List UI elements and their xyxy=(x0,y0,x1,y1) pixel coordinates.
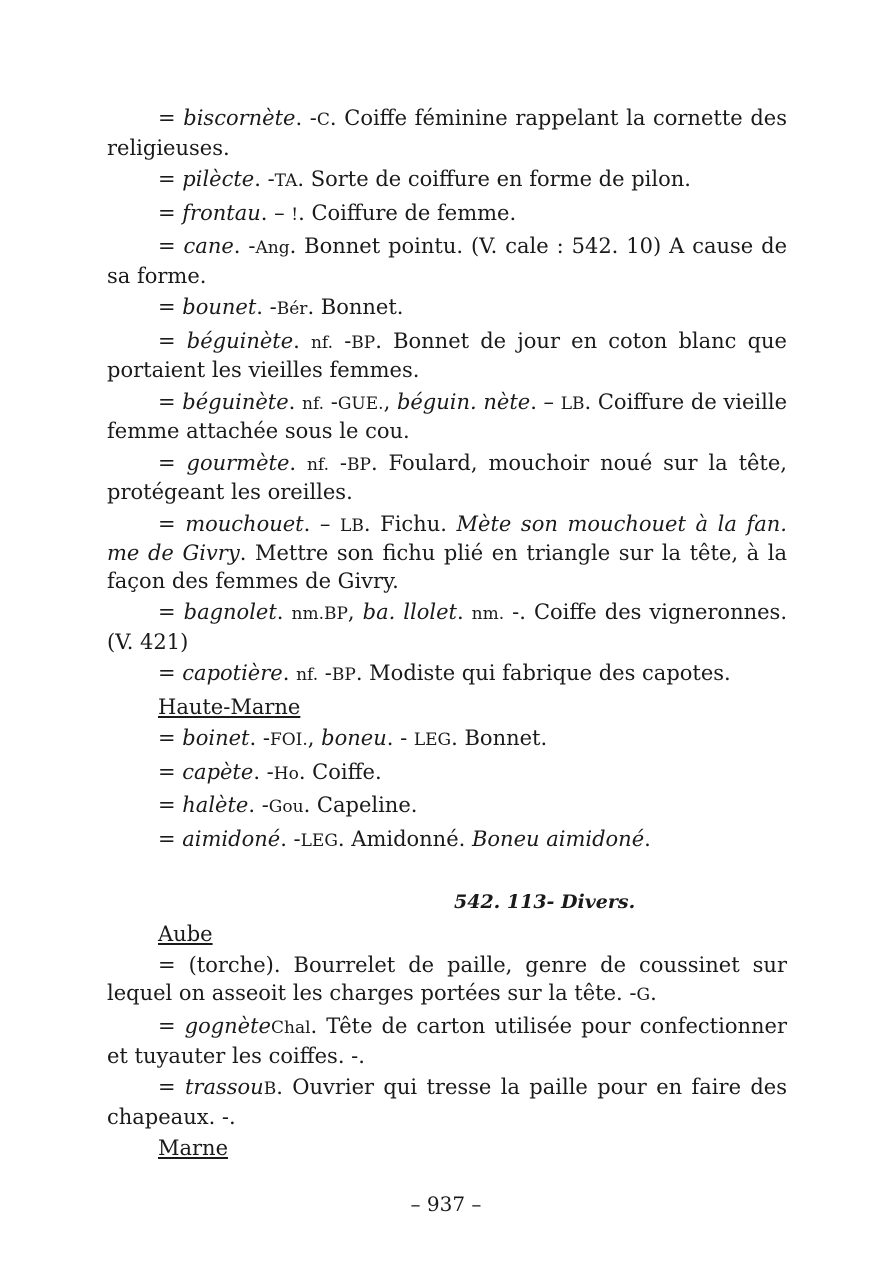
entry-text: . Coiffe féminine rappelant la cornette des religieuses. xyxy=(107,106,787,160)
entry-text: . - xyxy=(254,167,275,191)
region-heading-aube: Aube xyxy=(158,921,213,946)
entry-text: . - xyxy=(253,759,274,784)
dictionary-entry xyxy=(107,233,787,290)
entry-text: . Coiffe des vigneronnes. (V. 421) xyxy=(107,600,788,654)
entry-text: = xyxy=(158,234,184,258)
headword: boneu xyxy=(321,726,387,750)
grammar-tag: nf. xyxy=(302,393,325,414)
headword: cane xyxy=(183,234,234,258)
grammar-tag: nm. xyxy=(291,604,324,624)
region-heading-marne: Marne xyxy=(158,1136,229,1160)
source-abbrev: B xyxy=(263,1079,277,1099)
grammar-tag: nf. xyxy=(306,454,330,475)
headword: biscornète xyxy=(183,106,296,130)
entry-text: . xyxy=(282,661,297,685)
entry-text: = xyxy=(158,389,183,414)
source-abbrev: BP xyxy=(347,454,371,475)
headword: halète xyxy=(182,793,249,817)
entry-text: . Fichu. xyxy=(363,511,457,536)
entry-text: . xyxy=(288,389,303,414)
entry-text: . Tête de carton utilisée pour confectionner et tuyauter les coiffes. - xyxy=(107,1014,787,1068)
entry-text: = xyxy=(158,661,183,685)
entry-text: = xyxy=(158,826,183,851)
source-abbrev: LEG xyxy=(413,730,452,750)
dictionary-entry xyxy=(107,759,787,789)
example-phrase: Boneu aimidoné xyxy=(471,826,645,851)
headword: capotière xyxy=(182,661,283,685)
dictionary-entry xyxy=(107,200,787,230)
entry-text: . – xyxy=(303,511,341,536)
entry-text: . xyxy=(358,1043,365,1068)
source-abbrev: Ang xyxy=(255,238,290,258)
source-abbrev: GUE. xyxy=(337,393,384,414)
region-heading-haute-marne: Haute-Marne xyxy=(158,694,301,719)
source-abbrev: BP xyxy=(331,665,356,685)
source-abbrev: Chal xyxy=(270,1018,311,1038)
entry-text: . Coiffe. xyxy=(298,759,382,784)
headword: aimidoné xyxy=(182,826,281,851)
page-number: – 937 – xyxy=(410,1192,482,1216)
dictionary-entry xyxy=(107,660,787,690)
entry-text: . Bonnet. xyxy=(307,295,404,319)
headword: gourmète xyxy=(186,450,290,475)
source-abbrev: TA xyxy=(274,171,298,191)
entry-text: . - xyxy=(295,106,317,130)
dictionary-entry xyxy=(107,792,787,822)
entry-text: - xyxy=(329,450,348,475)
dictionary-entry xyxy=(107,450,787,507)
headword: béguinète xyxy=(186,328,294,353)
dictionary-entry xyxy=(107,294,787,324)
entry-text: = xyxy=(158,295,183,319)
entry-text: . xyxy=(293,328,311,353)
entry-text: , xyxy=(307,726,322,750)
source-abbrev: Bér xyxy=(276,299,308,319)
headword: trassou xyxy=(184,1075,264,1099)
source-abbrev: Ho xyxy=(273,763,299,784)
entry-text: . - xyxy=(249,726,270,750)
entry-text: = xyxy=(158,726,183,750)
entry-text: = xyxy=(158,1014,185,1038)
dictionary-entry xyxy=(107,1074,787,1131)
dictionary-entry xyxy=(107,389,787,446)
headword: frontau xyxy=(182,200,261,225)
headword: béguinète xyxy=(182,389,289,414)
entry-text: = xyxy=(158,511,186,536)
entry-text: = xyxy=(158,200,183,225)
entry-text: = xyxy=(158,167,183,191)
entry-text: - xyxy=(504,600,520,624)
source-abbrev: ! xyxy=(291,204,299,225)
entry-text: . - xyxy=(386,726,414,750)
entry-text: = xyxy=(158,793,183,817)
grammar-tag: nf. xyxy=(296,665,319,685)
source-abbrev: LB xyxy=(340,515,364,536)
headword: bounet xyxy=(182,295,257,319)
entry-text: . xyxy=(644,826,651,851)
source-abbrev: LB xyxy=(560,393,585,414)
entry-text: . xyxy=(456,600,472,624)
entry-text: . - xyxy=(248,793,269,817)
entry-text: . Sorte de coiffure en forme de pilon. xyxy=(297,167,691,191)
headword: béguin. nète xyxy=(396,389,531,414)
example-phrase: Mète son mouchouet à la fan. me de Givry xyxy=(107,511,787,565)
entry-text: - xyxy=(318,661,332,685)
entry-text: . Mettre son fichu plié en triangle sur la tête, à la façon des femmes de Givry. xyxy=(107,541,787,593)
dictionary-entry xyxy=(107,105,787,162)
source-abbrev: C xyxy=(316,110,330,130)
dictionary-entry xyxy=(107,328,787,385)
entry-text: . Bonnet de jour en coton blanc que portaient les vieilles femmes. xyxy=(107,328,787,382)
entry-text: . - xyxy=(256,295,277,319)
entry-text: . Bonnet pointu. (V. cale : 542. 10) A cause de sa forme. xyxy=(107,234,788,288)
source-abbrev: BP xyxy=(323,604,348,624)
entry-text: . Amidonné. xyxy=(337,826,472,851)
entry-text: = xyxy=(158,450,187,475)
entry-text: . – xyxy=(260,200,292,225)
entry-text: = (torche). Bourrelet de paille, genre de coussinet sur lequel on asseoit les charges portées sur la tête. - xyxy=(107,953,787,1005)
section-spacer xyxy=(107,859,787,889)
source-abbrev: Gou xyxy=(268,797,304,817)
headword: pilècte xyxy=(182,167,255,191)
headword: gognète xyxy=(184,1014,271,1038)
source-abbrev: FOI. xyxy=(269,730,308,750)
entry-text: = xyxy=(158,1075,185,1099)
dictionary-entry xyxy=(107,166,787,196)
dictionary-entry xyxy=(107,599,787,656)
entry-text: , xyxy=(383,389,397,414)
entry-text: . xyxy=(229,1104,236,1129)
dictionary-entry xyxy=(107,725,787,755)
source-abbrev: LEG xyxy=(300,830,338,851)
entry-text: , xyxy=(347,600,363,624)
entry-text: - xyxy=(333,328,352,353)
headword: capète xyxy=(182,759,254,784)
headword: ba. llolet xyxy=(362,600,457,624)
entry-text: - xyxy=(324,389,338,414)
entry-text: . xyxy=(276,600,292,624)
dictionary-entry xyxy=(107,952,787,1009)
entry-text: . Modiste qui fabrique des capotes. xyxy=(355,661,731,685)
entry-text: . - xyxy=(280,826,301,851)
entry-text: = xyxy=(158,328,187,353)
source-abbrev: BP xyxy=(351,332,376,353)
entry-text: . – xyxy=(530,389,561,414)
entry-text: . Bonnet. xyxy=(451,726,548,750)
entry-text: . Ouvrier qui tresse la paille pour en faire des chapeaux. - xyxy=(107,1075,787,1129)
entry-text: . Coiffure de femme. xyxy=(298,200,517,225)
entry-text: = xyxy=(158,759,183,784)
grammar-tag: nm. xyxy=(471,604,505,624)
entry-text: . xyxy=(650,980,657,1005)
page-body xyxy=(107,105,787,1167)
entry-text: . Coiffure de vieille femme attachée sous le cou. xyxy=(107,389,788,443)
entry-text: = xyxy=(158,106,184,130)
entries-group-3 xyxy=(107,952,787,1131)
headword: boinet xyxy=(182,726,250,750)
headword: bagnolet xyxy=(183,600,277,624)
entry-text: . - xyxy=(233,234,256,258)
entry-text: . Foulard, mouchoir noué sur la tête, protégeant les oreilles. xyxy=(107,450,787,504)
dictionary-entry xyxy=(107,511,787,596)
entry-text: . xyxy=(289,450,307,475)
grammar-tag: nf. xyxy=(310,332,334,353)
dictionary-entry xyxy=(107,1013,787,1070)
entries-group-1 xyxy=(107,105,787,690)
entry-text: = xyxy=(158,600,184,624)
source-abbrev: G xyxy=(636,984,651,1005)
entry-text: . Capeline. xyxy=(303,793,418,817)
headword: mouchouet xyxy=(185,511,304,536)
section-title: 542. 113- Divers. xyxy=(454,891,636,913)
entries-group-2 xyxy=(107,725,787,855)
dictionary-entry xyxy=(107,826,787,856)
